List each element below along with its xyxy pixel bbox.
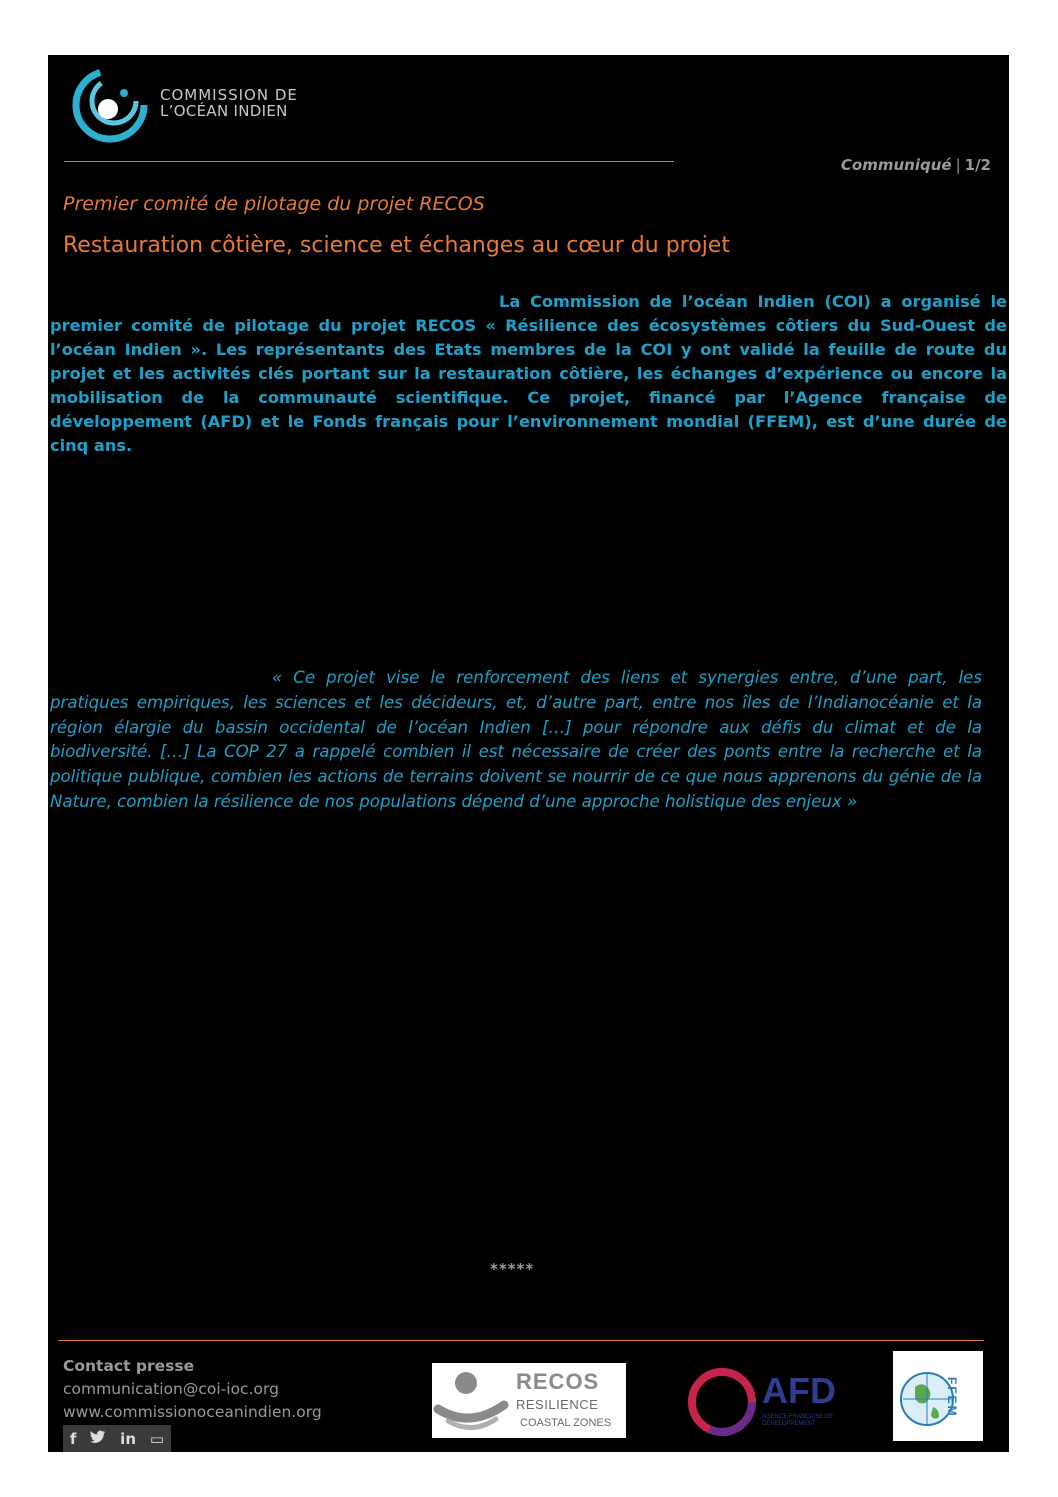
recos-emblem-icon [432,1363,512,1438]
header-divider [64,161,674,162]
coi-emblem-icon [70,63,156,143]
ffem-wordmark: FFEM [945,1377,959,1418]
org-name-line2: L’OCÉAN INDIEN [160,102,288,120]
meta-separator: | [955,156,961,174]
social-links [63,1425,171,1452]
afd-tagline: AGENCE FRANÇAISE DE DÉVELOPPEMENT [762,1414,834,1427]
website-link[interactable]: www.commissionoceanindien.org [63,1403,322,1421]
footer-divider [58,1340,984,1341]
linkedin-icon[interactable]: in [120,1429,136,1448]
doc-type-label: Communiqué [840,156,952,174]
document-title: Restauration côtière, science et échanges au cœur du projet [63,233,730,258]
org-name-line1: COMMISSION DE [160,86,298,104]
quote-paragraph: « Ce projet vise le renforcement des liens et synergies entre, d’une part, les pratiques empiriques, les sciences et les décideurs, et, d’autre part, entre nos îles de l’Indianocéanie et la région élargie du bassin occidental de l’océan Indien […] pour répondre aux défis du climat et de la biodiversité. […] La COP 27 a rappelé combien il est nécessaire de créer des ponts entre la recherche et la politique publique, combien les actions de terrains doivent se nourrir de ce que nous apprenons du génie de la Nature, combien la résilience de nos populations dépend d’une approche holistique des enjeux » [50,668,982,811]
contact-heading: Contact presse [63,1357,195,1375]
recos-wordmark: RECOS [516,1369,600,1394]
page-number: 1/2 [964,156,991,174]
afd-logo [686,1362,851,1442]
press-contact [63,1355,322,1424]
ffem-logo [893,1351,983,1441]
recos-logo [432,1363,626,1438]
contact-email-link[interactable]: communication@coi-ioc.org [63,1380,279,1398]
afd-wordmark: AFD [762,1370,836,1411]
document-meta [841,156,991,174]
afd-emblem-icon [686,1362,758,1442]
lead-paragraph: La Commission de l’océan Indien (COI) a organisé le premier comité de pilotage du projet RECOS « Résilience des écosystèmes côtiers du Sud-Ouest de l’océan Indien ». Les représentants des Etats membres de la COI y ont validé la feuille de route du projet et les activités clés portant sur la restauration côtière, les échanges d’expérience ou encore la mobilisation de la communauté scientifique. Ce projet, financé par l’Agence française de développement (AFD) et le Fonds français pour l’environnement mondial (FFEM), est d’une durée de cinq ans. [50,292,1007,455]
recos-tagline-2: COASTAL ZONES [520,1417,612,1429]
organization-name [160,87,298,119]
document-subtitle: Premier comité de pilotage du projet RECOS [63,193,485,215]
facebook-icon[interactable]: f [69,1429,77,1448]
section-separator: ***** [490,1260,535,1278]
document-page [48,55,1009,1452]
recos-tagline-1: RESILIENCE [516,1397,599,1412]
youtube-icon[interactable]: ▭ [149,1429,165,1448]
twitter-icon[interactable] [90,1430,106,1448]
coi-logo [70,63,310,143]
ffem-globe-icon [893,1351,983,1441]
